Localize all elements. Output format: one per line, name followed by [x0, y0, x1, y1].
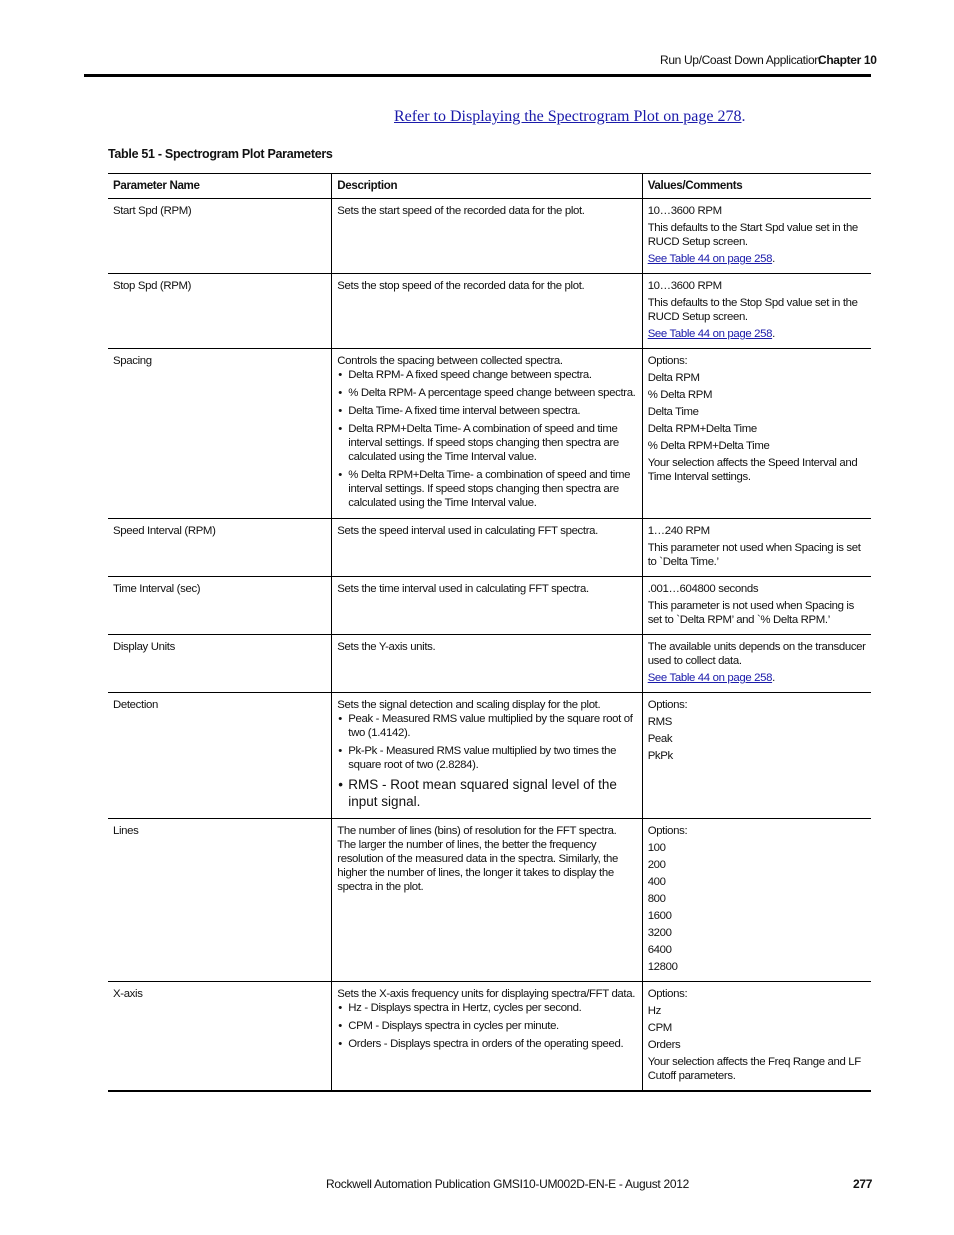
- table-row: [108, 635, 871, 693]
- description-text: Sets the X-axis frequency units for displaying spectra/FFT data.: [337, 988, 636, 1000]
- value-line: RMS: [647, 716, 672, 728]
- parameter-name-cell: Time Interval (sec): [108, 577, 332, 635]
- table-caption: Table 51 - Spectrogram Plot Parameters: [108, 147, 333, 161]
- table-row: [108, 577, 871, 635]
- table-row: [108, 819, 871, 982]
- table-row: [108, 349, 871, 519]
- value-line: 12800: [647, 961, 678, 973]
- value-line: This parameter is not used when Spacing is set to `Delta RPM’ and `% Delta RPM.’: [647, 600, 854, 626]
- value-line: Delta Time: [647, 406, 699, 418]
- parameter-name-cell: Stop Spd (RPM): [108, 274, 332, 349]
- value-line: This defaults to the Stop Spd value set in the RUCD Setup screen.: [647, 297, 858, 323]
- description-bullet-list: [337, 712, 636, 810]
- column-header-description: Description: [332, 174, 642, 199]
- header-rule: [84, 74, 871, 77]
- chapter-label: Chapter 10: [818, 53, 877, 67]
- value-line: Orders: [647, 1039, 681, 1051]
- table-row: [108, 982, 871, 1092]
- value-line: 3200: [647, 927, 672, 939]
- description-cell: [332, 349, 642, 519]
- description-cell: [332, 577, 642, 635]
- parameter-name-cell: Speed Interval (RPM): [108, 519, 332, 577]
- publication-footer: Rockwell Automation Publication GMSI10-UM002D-EN-E - August 2012: [326, 1177, 689, 1191]
- description-cell: [332, 274, 642, 349]
- value-line: 800: [647, 893, 666, 905]
- value-line: Peak: [647, 733, 673, 745]
- values-comments-cell: [642, 199, 871, 274]
- values-comments-cell: [642, 635, 871, 693]
- column-header-parameter-name: Parameter Name: [108, 174, 332, 199]
- page-number: 277: [853, 1177, 873, 1191]
- see-table-reference: See Table 44 on page 258.: [647, 253, 775, 265]
- parameter-name-cell: Start Spd (RPM): [108, 199, 332, 274]
- spectrogram-parameters-table: [108, 173, 871, 1092]
- parameter-name-cell: X-axis: [108, 982, 332, 1092]
- table-row: [108, 519, 871, 577]
- value-line: This parameter not used when Spacing is set to `Delta Time.’: [647, 542, 861, 568]
- value-line: Your selection affects the Freq Range and LF Cutoff parameters.: [647, 1056, 861, 1082]
- value-line: .001…604800 seconds: [647, 583, 759, 595]
- values-comments-cell: [642, 577, 871, 635]
- bullet-item: • Hz - Displays spectra in Hertz, cycles per second.: [337, 1001, 636, 1015]
- xref-period: .: [741, 108, 746, 125]
- parameter-name-cell: Lines: [108, 819, 332, 982]
- see-table-reference: See Table 44 on page 258.: [647, 672, 775, 684]
- description-text: The number of lines (bins) of resolution for the FFT spectra. The larger the number of lines, the better the frequency resolution of the measured data in the spectra. Similarly, the higher the number of lines, the longer it takes to display the spectra in the plot.: [337, 825, 619, 893]
- column-header-values-comments: Values/Comments: [642, 174, 871, 199]
- bullet-item: • Pk-Pk - Measured RMS value multiplied by two times the square root of two (2.8284).: [337, 744, 636, 772]
- description-cell: [332, 819, 642, 982]
- description-text: Sets the Y-axis units.: [337, 641, 436, 653]
- bullet-item: • RMS - Root mean squared signal level of the input signal.: [337, 776, 636, 810]
- description-text: Sets the stop speed of the recorded data for the plot.: [337, 280, 585, 292]
- description-cell: [332, 199, 642, 274]
- value-line: PkPk: [647, 750, 673, 762]
- description-text: Sets the start speed of the recorded data for the plot.: [337, 205, 585, 217]
- value-line: 200: [647, 859, 666, 871]
- value-line: Your selection affects the Speed Interval and Time Interval settings.: [647, 457, 858, 483]
- see-table-reference: See Table 44 on page 258.: [647, 328, 775, 340]
- description-bullet-list: [337, 368, 636, 510]
- description-text: Sets the signal detection and scaling display for the plot.: [337, 699, 601, 711]
- value-line: 100: [647, 842, 666, 854]
- value-line: 400: [647, 876, 666, 888]
- table-row: [108, 693, 871, 819]
- value-line: The available units depends on the transducer used to collect data.: [647, 641, 866, 667]
- bullet-item: • Delta Time- A fixed time interval between spectra.: [337, 404, 636, 418]
- bullet-item: • Delta RPM- A fixed speed change between spectra.: [337, 368, 636, 382]
- value-line: CPM: [647, 1022, 672, 1034]
- value-line: % Delta RPM+Delta Time: [647, 440, 770, 452]
- description-cell: [332, 519, 642, 577]
- value-line: 1…240 RPM: [647, 525, 710, 537]
- value-line: Delta RPM+Delta Time: [647, 423, 757, 435]
- see-table-44-link[interactable]: See Table 44 on page 258: [647, 672, 773, 684]
- description-text: Sets the speed interval used in calculating FFT spectra.: [337, 525, 598, 537]
- description-cell: [332, 635, 642, 693]
- spectrogram-plot-link[interactable]: Refer to Displaying the Spectrogram Plot on page 278: [394, 108, 742, 125]
- bullet-item: • Orders - Displays spectra in orders of the operating speed.: [337, 1037, 636, 1051]
- values-comments-cell: [642, 982, 871, 1092]
- parameter-name-cell: Detection: [108, 693, 332, 819]
- values-comments-cell: [642, 693, 871, 819]
- value-line: 10…3600 RPM: [647, 280, 722, 292]
- bullet-item: • % Delta RPM- A percentage speed change between spectra.: [337, 386, 636, 400]
- description-cell: [332, 982, 642, 1092]
- table-row: [108, 199, 871, 274]
- table-row: [108, 274, 871, 349]
- value-line: 10…3600 RPM: [647, 205, 722, 217]
- value-line: 1600: [647, 910, 672, 922]
- value-line: Options:: [647, 699, 688, 711]
- bullet-item: • Peak - Measured RMS value multiplied by the square root of two (1.4142).: [337, 712, 636, 740]
- value-line: Delta RPM: [647, 372, 700, 384]
- parameter-name-cell: Spacing: [108, 349, 332, 519]
- values-comments-cell: [642, 519, 871, 577]
- see-table-44-link[interactable]: See Table 44 on page 258: [647, 328, 773, 340]
- values-comments-cell: [642, 349, 871, 519]
- parameter-name-cell: Display Units: [108, 635, 332, 693]
- value-line: Options:: [647, 988, 688, 1000]
- values-comments-cell: [642, 274, 871, 349]
- description-text: Controls the spacing between collected spectra.: [337, 355, 563, 367]
- value-line: Options:: [647, 355, 688, 367]
- bullet-item: • % Delta RPM+Delta Time- a combination of speed and time interval settings. If speed stops changing then spectra are calculated using the Time Interval value.: [337, 468, 636, 510]
- bullet-item: • Delta RPM+Delta Time- A combination of speed and time interval settings. If speed stops changing then spectra are calculated using the Time Interval value.: [337, 422, 636, 464]
- description-text: Sets the time interval used in calculating FFT spectra.: [337, 583, 589, 595]
- value-line: Hz: [647, 1005, 661, 1017]
- values-comments-cell: [642, 819, 871, 982]
- table-header-row: [108, 174, 871, 199]
- bullet-item: • CPM - Displays spectra in cycles per minute.: [337, 1019, 636, 1033]
- value-line: This defaults to the Start Spd value set in the RUCD Setup screen.: [647, 222, 858, 248]
- cross-reference: [394, 108, 745, 126]
- running-header-title: Run Up/Coast Down Application: [660, 53, 821, 67]
- description-cell: [332, 693, 642, 819]
- see-table-44-link[interactable]: See Table 44 on page 258: [647, 253, 773, 265]
- description-bullet-list: [337, 1001, 636, 1051]
- value-line: Options:: [647, 825, 688, 837]
- value-line: 6400: [647, 944, 672, 956]
- value-line: % Delta RPM: [647, 389, 713, 401]
